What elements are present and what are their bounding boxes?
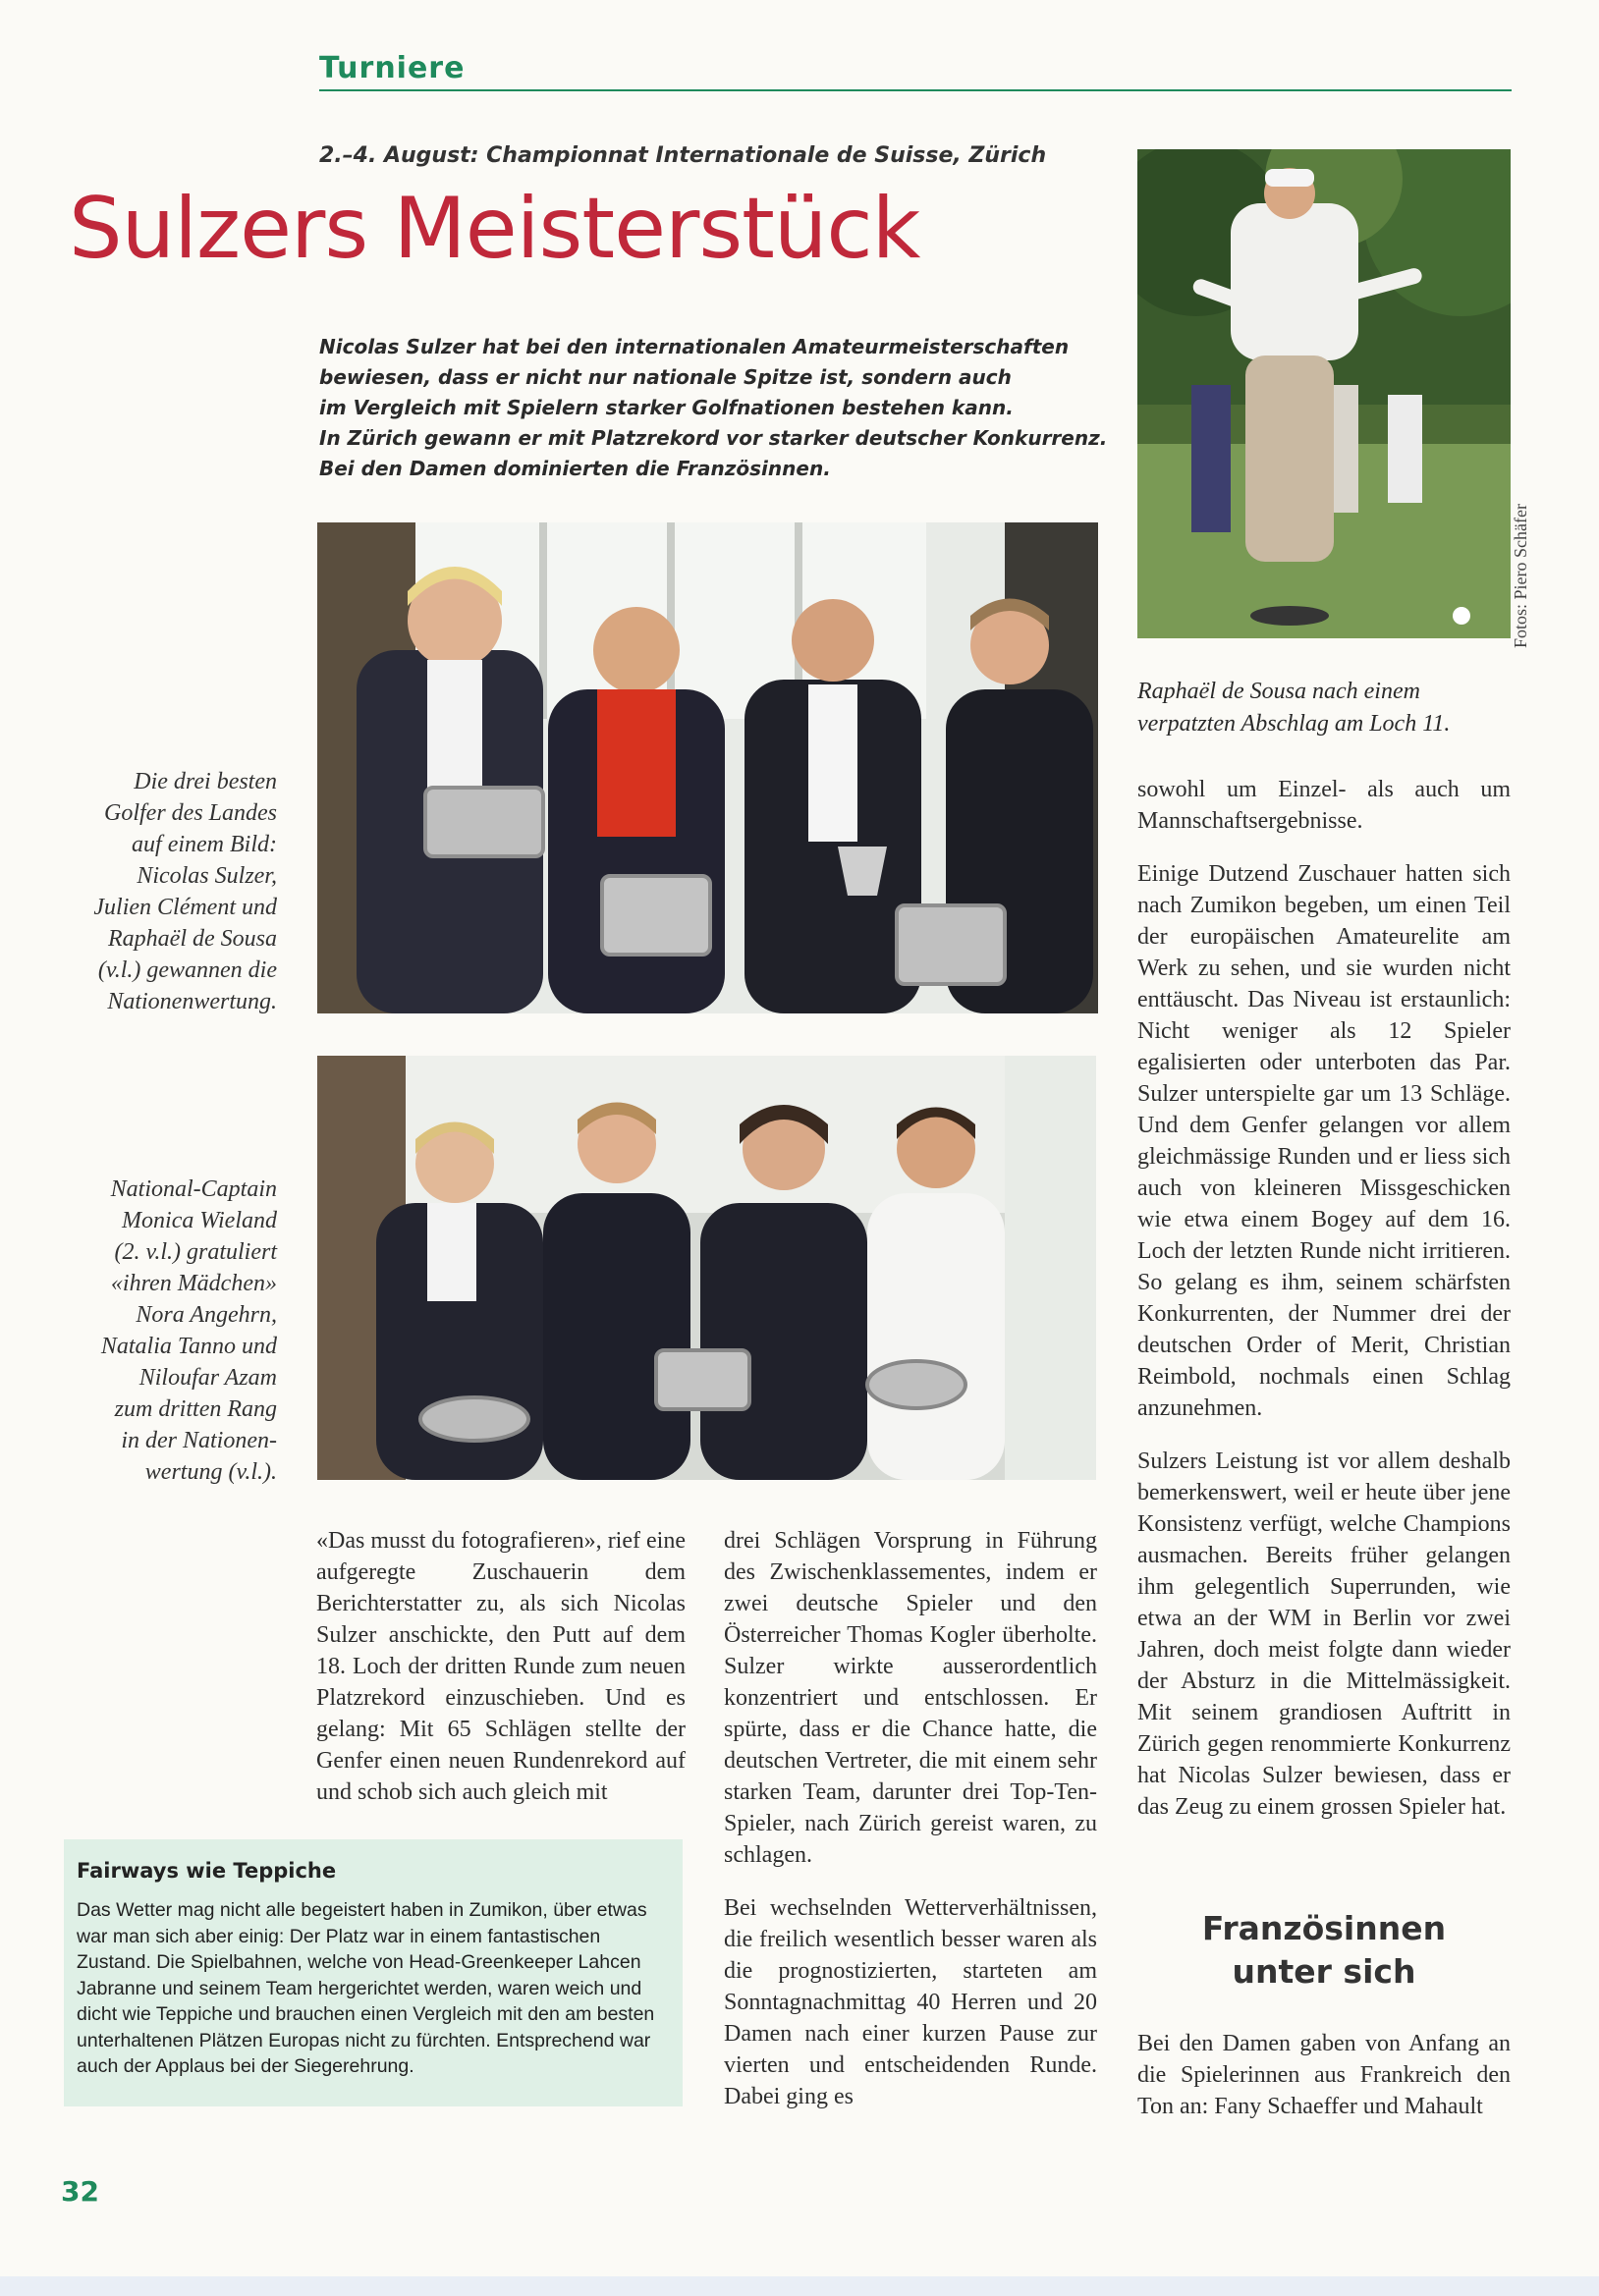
men-photo-art [317, 522, 1098, 1013]
sidebar-line: unterhaltenen Plätzen Europas nicht zu fürchten. Entsprechend war [77, 2029, 651, 2051]
header-rule [319, 89, 1512, 91]
subhead-line: unter sich [1232, 1952, 1416, 1991]
body-column-2 [724, 1525, 1097, 2134]
women-photo-caption [59, 1174, 277, 1488]
caption-line: Die drei besten [134, 769, 277, 794]
caption-line: Nicolas Sulzer, [137, 863, 277, 889]
lead-line: im Vergleich mit Spielern starker Golfnationen bestehen kann. [319, 396, 1014, 419]
body-paragraph: Bei den Damen gaben von Anfang an die Spielerinnen aus Frankreich den Ton an: Fany Schaeffer und Mahault [1137, 2031, 1511, 2119]
sidebar-line: Jabranne und seinem Team hergerichtet werden, waren weich und [77, 1977, 642, 1999]
lead-line: In Zürich gewann er mit Platzrekord vor starker deutscher Konkurrenz. [319, 426, 1108, 450]
photo-credit: Fotos: Piero Schäfer [1511, 504, 1530, 648]
lead-line: Bei den Damen dominierten die Französinnen. [319, 457, 831, 480]
body-paragraph: «Das musst du fotografieren», rief eine aufgeregte Zuschauerin dem Berichterstatter zu, als sich Nicolas Sulzer anschickte, den Putt auf dem 18. Loch der dritten Runde zum neuen Platzrekord einzuschieben. Und es gelang: Mit 65 Schlägen stellte der Genfer einen neuen Rundenrekord auf und schob sich auch gleich mit [316, 1528, 686, 1805]
men-photo [317, 522, 1098, 1013]
caption-line: Golfer des Landes [104, 800, 277, 826]
women-photo [317, 1056, 1096, 1480]
caption-line: Raphaël de Sousa [108, 926, 277, 952]
sidebar-line: war man sich aber einig: Der Platz war in einem fantastischen [77, 1925, 601, 1947]
sidebar-line: Das Wetter mag nicht alle begeistert haben in Zumikon, über etwas [77, 1899, 647, 1921]
caption-line: National-Captain [110, 1176, 277, 1202]
caption-line: in der Nationen- [121, 1428, 277, 1453]
sidebar-line: dicht wie Teppiche und brauchen einen Vergleich mit den am besten [77, 2003, 655, 2025]
caption-line: auf einem Bild: [132, 832, 277, 857]
men-photo-caption [59, 766, 277, 1017]
golfer-photo [1137, 149, 1511, 638]
caption-line: Niloufar Azam [138, 1365, 277, 1391]
caption-line: zum dritten Rang [114, 1396, 277, 1422]
caption-line: (2. v.l.) gratuliert [114, 1239, 277, 1265]
lead-line: bewiesen, dass er nicht nur nationale Spitze ist, sondern auch [319, 365, 1012, 389]
body-column-1 [316, 1525, 686, 1830]
women-photo-art [317, 1056, 1096, 1480]
scan-edge [0, 2276, 1599, 2296]
body-paragraph: drei Schlägen Vorsprung in Führung des Zwischenklassementes, indem er zwei deutsche Spieler und den Österreicher Thomas Kogler überholte. Sulzer wirkte ausserordentlich konzentriert und entschlossen. Er spürte, dass er die Chance hatte, die deutschen Vertreter, die mit einem sehr starken Team, darunter drei Top-Ten-Spieler, nach Zürich gereist waren, zu schlagen. [724, 1528, 1097, 1868]
caption-line: Julien Clément und [93, 895, 277, 920]
body-paragraph: Sulzers Leistung ist vor allem deshalb bemerkenswert, weil er heute über jene Konsistenz verfügt, welche Champions ausmachen. Bereits früher gelangen ihm gelegentlich Superrunden, wie etwa an der WM in Berlin vor zwei Jahren, doch meist folgte dann wieder der Absturz in die Mittelmässigkeit. Mit seinem grandiosen Auftritt in Zürich gegen renommierte Konkurrenz hat Nicolas Sulzer bewiesen, dass er das Zeug zu einem grossen Spieler hat. [1137, 1449, 1511, 1820]
caption-line: «ihren Mädchen» [110, 1271, 277, 1296]
caption-line: Nationenwertung. [107, 989, 277, 1014]
caption-line: (v.l.) gewannen die [97, 957, 277, 983]
sidebar-title: Fairways wie Teppiche [77, 1859, 337, 1883]
sidebar-line: auch der Applaus bei der Siegerehrung. [77, 2055, 414, 2077]
article-kicker: 2.–4. August: Championnat Internationale de Suisse, Zürich [319, 143, 1047, 168]
caption-line: wertung (v.l.). [144, 1459, 277, 1485]
sidebar-line: Zustand. Die Spielbahnen, welche von Head-Greenkeeper Lahcen [77, 1951, 641, 1973]
page-number: 32 [61, 2175, 99, 2208]
body-column-3-tail [1137, 2028, 1511, 2144]
article-lead [319, 332, 1108, 484]
caption-line: Monica Wieland [122, 1208, 277, 1233]
golfer-photo-art [1137, 149, 1511, 638]
article-headline: Sulzers Meisterstück [69, 180, 920, 278]
lead-line: Nicolas Sulzer hat bei den internationalen Amateurmeisterschaften [319, 335, 1070, 358]
golfer-photo-caption: Raphaël de Sousa nach einem verpatzten Abschlag am Loch 11. [1137, 679, 1451, 737]
section-subhead [1137, 1907, 1511, 1994]
caption-line: Natalia Tanno und [100, 1334, 277, 1359]
body-paragraph: Bei wechselnden Wetterverhältnissen, die freilich wesentlich besser waren als die prognostizierten, starteten am Sonntagnachmittag 40 Herren und 20 Damen nach einer kurzen Pause zur vierten und entscheidenden Runde. Dabei ging es [724, 1895, 1097, 2109]
caption-line: Nora Angehrn, [136, 1302, 277, 1328]
subhead-line: Französinnen [1201, 1909, 1447, 1947]
section-tag: Turniere [319, 51, 466, 85]
body-paragraph: sowohl um Einzel- als auch um Mannschaftsergebnisse. [1137, 777, 1511, 834]
body-column-3 [1137, 774, 1511, 1844]
sidebar-text [77, 1897, 671, 2080]
body-paragraph: Einige Dutzend Zuschauer hatten sich nach Zumikon begeben, um einen Teil der europäischen Amateurelite am Werk zu sehen, und sie wurden nicht enttäuscht. Das Niveau ist erstaunlich: Nicht weniger als 12 Spieler egalisierten oder unterboten das Par. Sulzer unterspielte gar um 13 Schläge. Und dem Genfer gelangen vor allem gleichmässige Runden und er liess sich auch von kleineren Missgeschicken wie etwa einem Bogey auf dem 16. Loch der letzten Runde nicht irritieren. So gelang es ihm, seinem schärfsten Konkurrenten, der Nummer drei der deutschen Order of Merit, Christian Reimbold, nochmals einen Schlag anzunehmen. [1137, 861, 1511, 1421]
